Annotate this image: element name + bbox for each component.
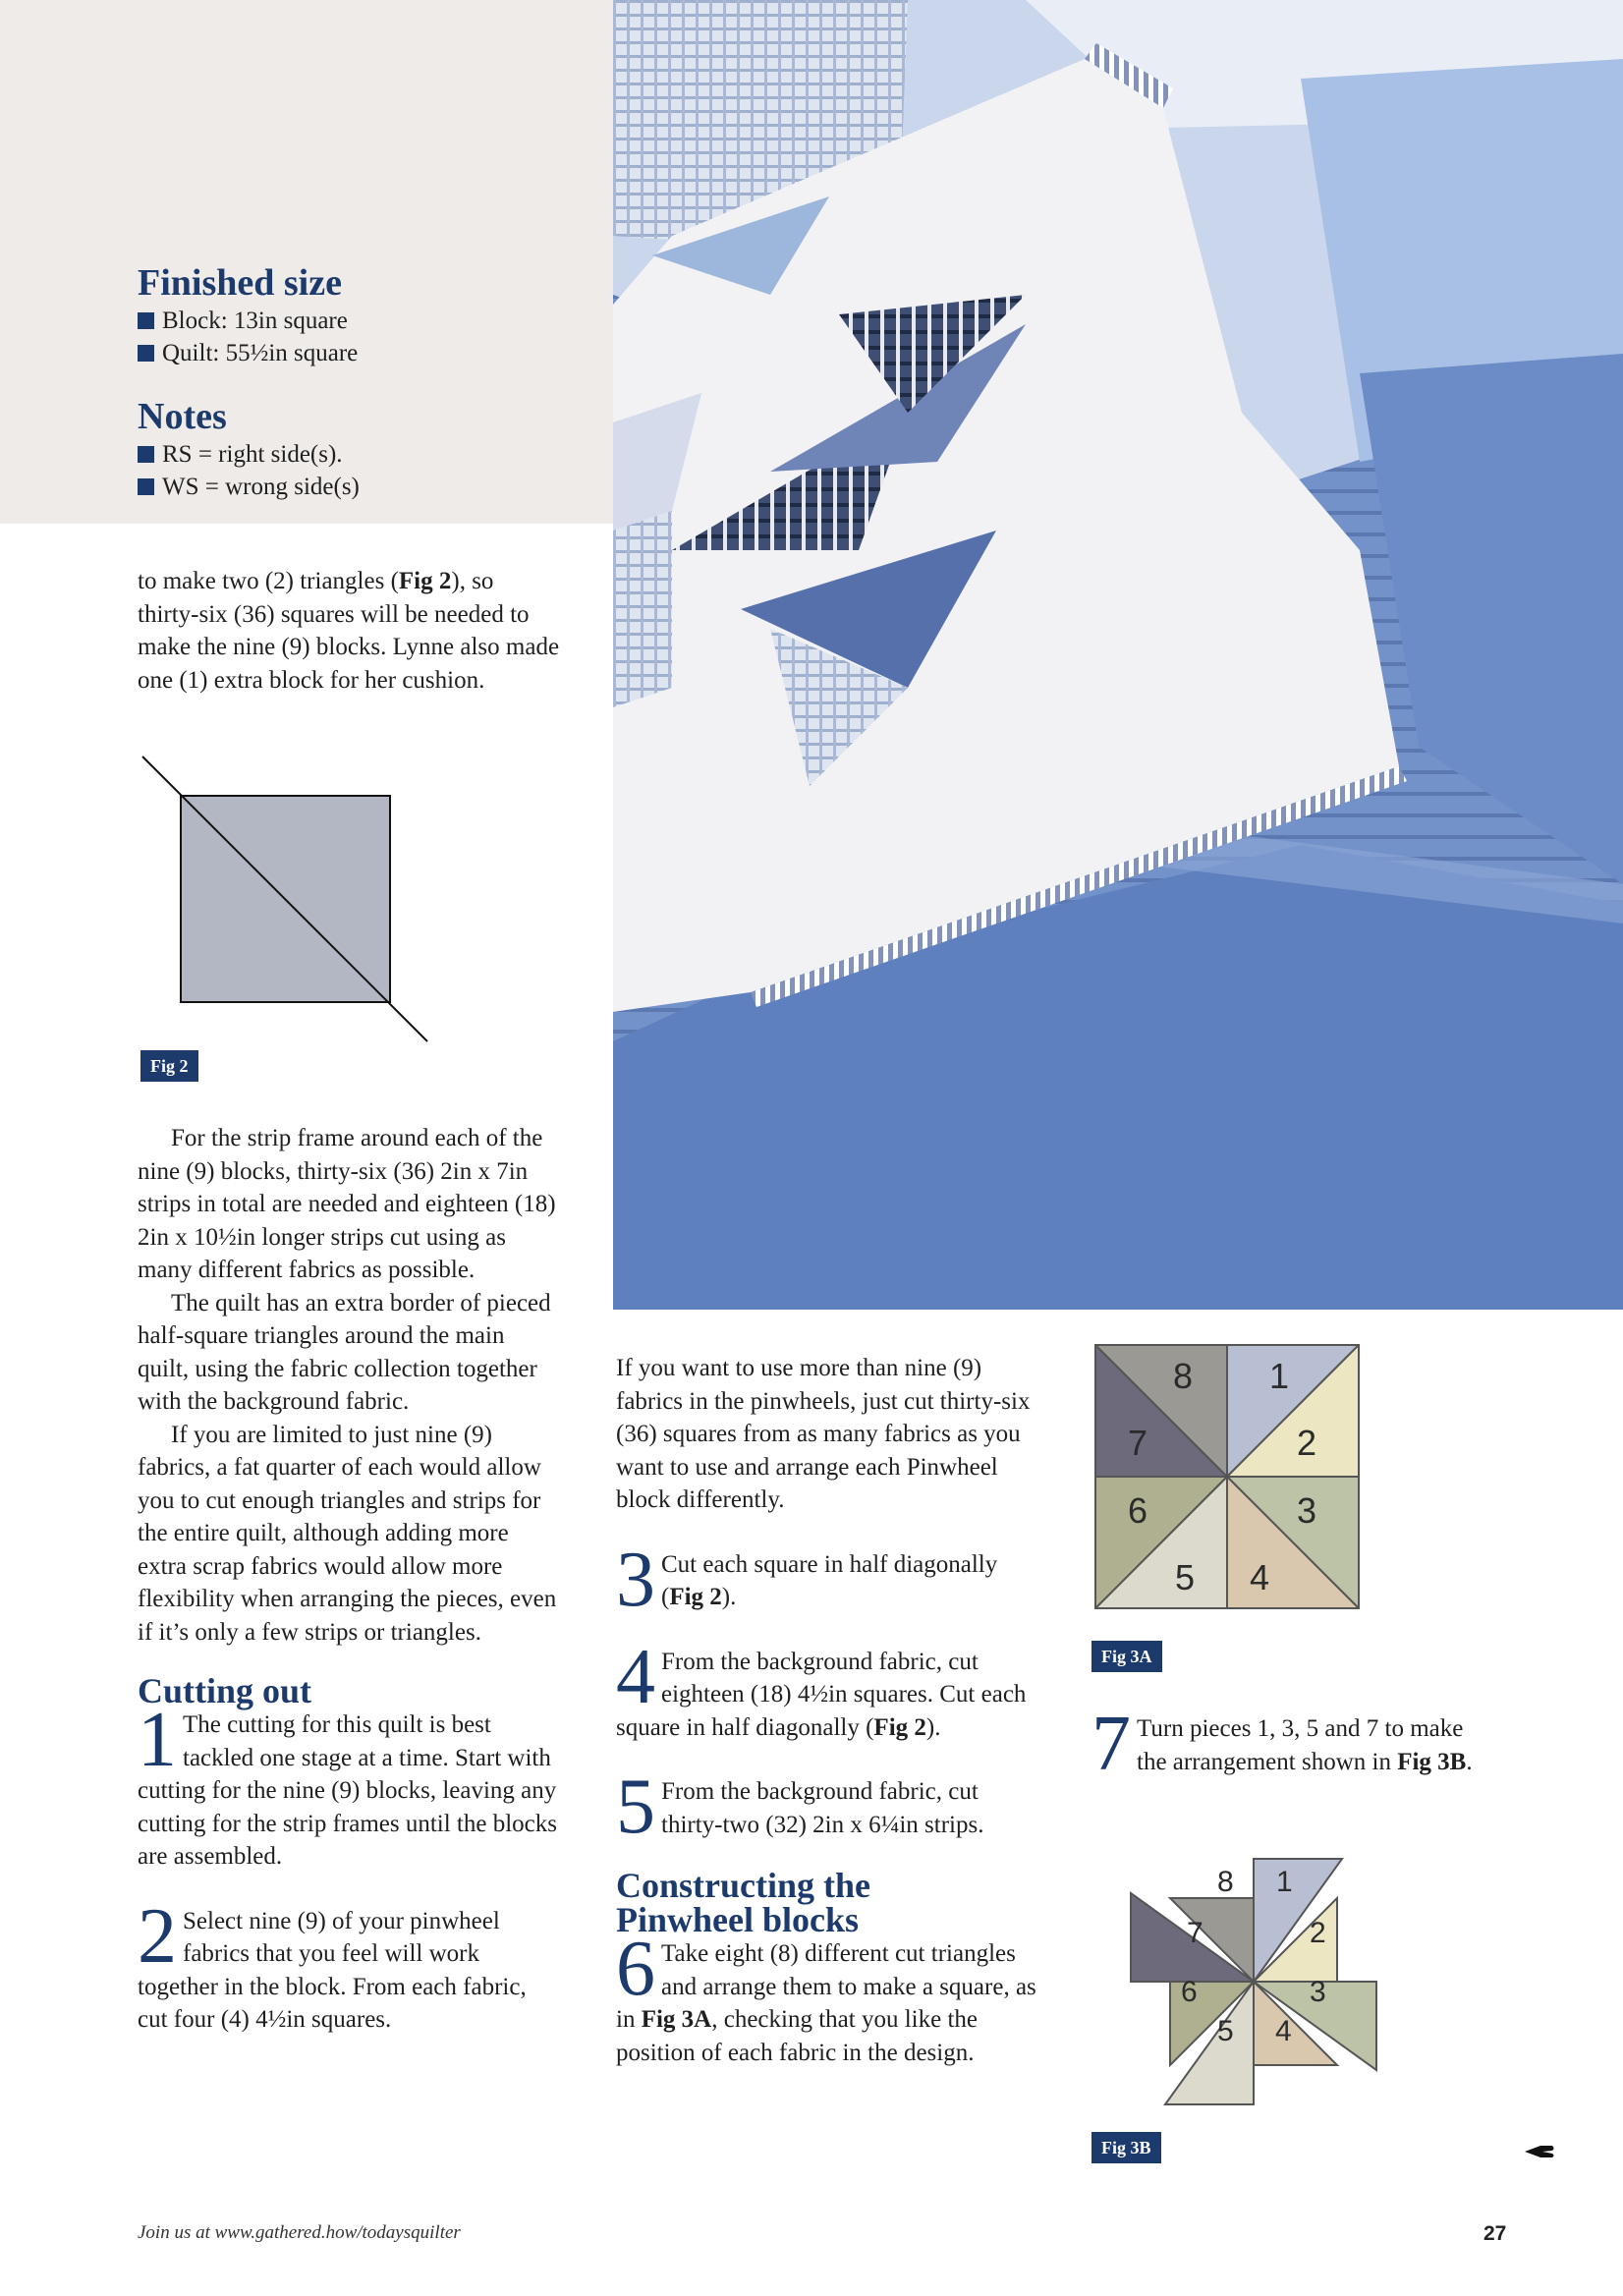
step-4: 4 From the background fabric, cut eighteen (18) 4½in squares. Cut each square in half diagonally (Fig 2). — [616, 1633, 1027, 1741]
step-5: 5 From the background fabric, cut thirty-two (32) 2in x 6¼in strips. — [616, 1764, 984, 1850]
quilt-photo — [613, 0, 1623, 1310]
fig3a-pinwheel-square — [1094, 1344, 1360, 1609]
fig2-label: Fig 2 — [140, 1050, 198, 1082]
step-2: 2 Select nine (9) of your pinwheel fabrics that you feel will work together in the block. From each fabric, cut four (4) 4½in squares. — [138, 1892, 527, 2033]
step-3-number: 3 — [616, 1536, 655, 1623]
fig3a — [1094, 1344, 1360, 1609]
paragraph-more-fabrics: If you want to use more than nine (9) fabrics in the pinwheels, just cut thirty-six (36) squares from as many fabrics as you want to use and arrange each Pinwheel block differently. — [616, 1355, 1031, 1513]
page-number: 27 — [1483, 2222, 1507, 2245]
fig3b-num-4: 4 — [1275, 2015, 1292, 2047]
fig3a-num-4: 4 — [1250, 1557, 1270, 1597]
fig2-diagram — [138, 752, 442, 1051]
notes-item-ws: WS = wrong side(s) — [138, 471, 599, 503]
step-2-number: 2 — [138, 1892, 177, 1980]
step-7: 7 Turn pieces 1, 3, 5 and 7 to make the arrangement shown in Fig 3B. — [1091, 1701, 1473, 1787]
fig2 — [138, 752, 442, 1051]
quilt-photo-illustration — [613, 0, 1623, 1310]
fig3a-num-3: 3 — [1297, 1490, 1317, 1531]
fig3a-label: Fig 3A — [1091, 1641, 1162, 1672]
paragraph-border: The quilt has an extra border of pieced half-square triangles around the main quilt, using the fabric collection together with the background fabric. — [138, 1289, 551, 1415]
col1-body — [138, 1122, 560, 2037]
fig3a-num-7: 7 — [1128, 1423, 1148, 1463]
fig3b — [1114, 1847, 1409, 2142]
fig3b-num-3: 3 — [1310, 1976, 1326, 2008]
col3-body — [1091, 1701, 1484, 1787]
step-1: 1 The cutting for this quilt is best tackled one stage at a time. Start with cutting for the nine (9) blocks, leaving any cutting for the strip frames until the blocks are assembled. — [138, 1697, 557, 1870]
bullet-square-icon — [138, 478, 154, 495]
col1-intro — [138, 565, 560, 697]
fig3b-num-1: 1 — [1276, 1866, 1293, 1898]
paragraph-triangles: to make two (2) triangles (Fig 2), so thirty-six (36) squares will be needed to make the nine (9) blocks. Lynne also made one (1) extra block for her cushion. — [138, 568, 560, 694]
fig3a-num-5: 5 — [1175, 1557, 1196, 1597]
step-7-number: 7 — [1091, 1701, 1131, 1787]
step-4-number: 4 — [616, 1633, 655, 1720]
continue-arrow-icon — [1523, 2142, 1556, 2161]
fig3a-num-6: 6 — [1128, 1490, 1148, 1531]
fig3b-label: Fig 3B — [1091, 2132, 1161, 2163]
finished-item-quilt: Quilt: 55½in square — [138, 337, 599, 369]
fig3b-num-6: 6 — [1181, 1976, 1198, 2008]
bullet-square-icon — [138, 345, 154, 362]
fig3b-pinwheel — [1114, 1847, 1409, 2142]
step-6-number: 6 — [616, 1926, 655, 2012]
col2-body — [616, 1352, 1038, 2069]
step-6: 6 Take eight (8) different cut triangles and arrange them to make a square, as in Fig 3A, checking that you like the position of each fabric in the design. — [616, 1926, 1036, 2066]
notes-item-rs: RS = right side(s). — [138, 438, 599, 471]
paragraph-limited-fabrics: If you are limited to just nine (9) fabrics, a fat quarter of each would allow you to cut enough triangles and strips for the entire quilt, although adding more extra scrap fabrics would allow more flexibility when arranging the pieces, even if it’s only a few strips or triangles. — [138, 1421, 557, 1646]
footer-url: Join us at www.gathered.how/todaysquilter — [138, 2222, 461, 2243]
step-5-number: 5 — [616, 1764, 655, 1850]
step-1-number: 1 — [138, 1697, 177, 1783]
fig3a-num-1: 1 — [1269, 1356, 1290, 1396]
notes-heading: Notes — [138, 396, 227, 437]
fig3b-num-5: 5 — [1217, 2015, 1234, 2047]
bullet-square-icon — [138, 312, 154, 329]
fig3a-num-8: 8 — [1173, 1356, 1194, 1396]
bullet-square-icon — [138, 446, 154, 463]
paragraph-strip-frame: For the strip frame around each of the nine (9) blocks, thirty-six (36) 2in x 7in strips in total are needed and eighteen (18) 2in x 10½in longer strips cut using as many different fabrics as possible. — [138, 1125, 556, 1283]
finished-item-block: Block: 13in square — [138, 305, 599, 337]
step-3: 3 Cut each square in half diagonally (Fig 2). — [616, 1536, 998, 1623]
fig3b-num-2: 2 — [1310, 1917, 1326, 1949]
fig3b-num-7: 7 — [1187, 1917, 1203, 1949]
finished-size-box — [138, 263, 599, 503]
fig3a-num-2: 2 — [1297, 1423, 1317, 1463]
fig3b-num-8: 8 — [1217, 1866, 1234, 1898]
finished-size-heading: Finished size — [138, 262, 342, 304]
cutting-out-heading: Cutting out — [138, 1671, 312, 1710]
constructing-heading: Constructing the Pinwheel blocks — [616, 1866, 870, 1939]
